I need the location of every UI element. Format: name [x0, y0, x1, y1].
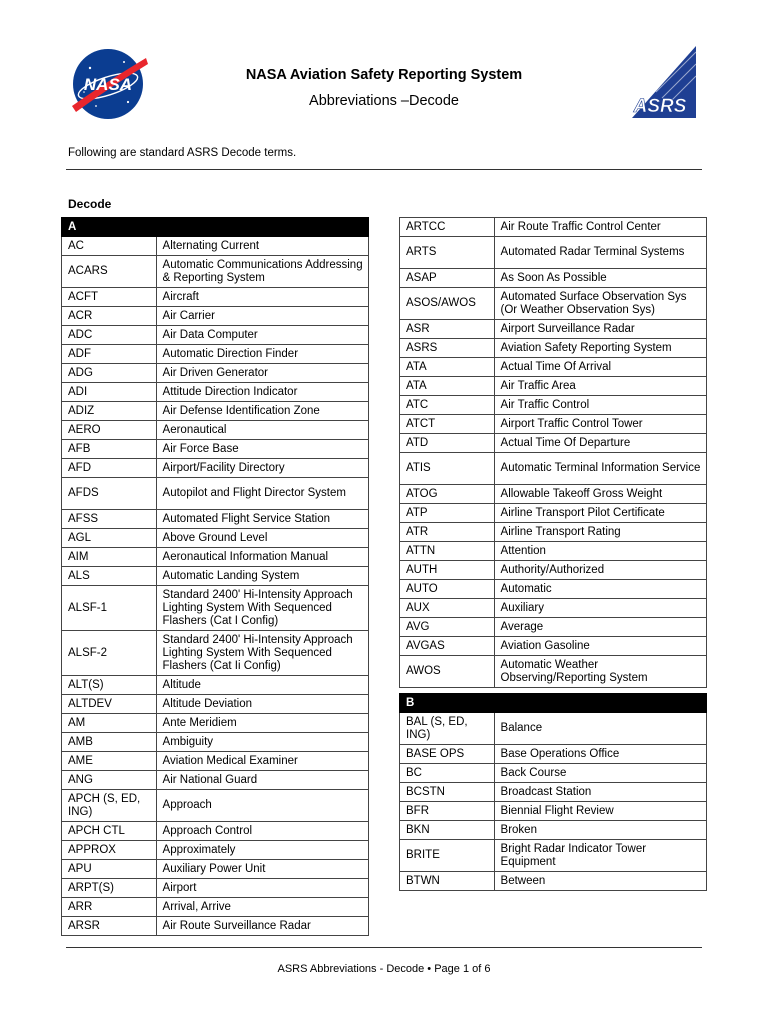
- table-row: [400, 802, 707, 821]
- abbreviation-code: AGL: [62, 529, 157, 548]
- abbreviation-code: BASE OPS: [400, 745, 495, 764]
- table-row: [400, 821, 707, 840]
- table-row: [400, 396, 707, 415]
- table-row: [400, 218, 707, 237]
- abbreviation-meaning: Ambiguity: [156, 733, 368, 752]
- abbreviation-code: ANG: [62, 771, 157, 790]
- table-row: [62, 567, 369, 586]
- abbreviation-code: ALSF-1: [62, 586, 157, 631]
- abbreviation-meaning: Automated Flight Service Station: [156, 510, 368, 529]
- table-row: [62, 714, 369, 733]
- abbreviation-meaning: Aeronautical: [156, 421, 368, 440]
- abbreviation-code: ACFT: [62, 288, 157, 307]
- table-row: [62, 402, 369, 421]
- abbreviation-meaning: Airport Surveillance Radar: [494, 320, 706, 339]
- table-row: [400, 618, 707, 637]
- abbreviation-code: ATIS: [400, 453, 495, 485]
- abbreviation-meaning: Air Traffic Control: [494, 396, 706, 415]
- table-row: [62, 879, 369, 898]
- table-row: [62, 695, 369, 714]
- abbreviation-code: ATA: [400, 358, 495, 377]
- section-heading: Decode: [68, 197, 112, 211]
- abbreviation-meaning: Altitude Deviation: [156, 695, 368, 714]
- abbreviation-meaning: Alternating Current: [156, 237, 368, 256]
- abbreviation-code: ATA: [400, 377, 495, 396]
- abbreviation-code: ARTS: [400, 237, 495, 269]
- table-row: [400, 745, 707, 764]
- table-row: [62, 676, 369, 695]
- abbreviation-meaning: Auxiliary: [494, 599, 706, 618]
- abbreviation-meaning: Air Defense Identification Zone: [156, 402, 368, 421]
- table-row: [62, 326, 369, 345]
- nasa-logo: [66, 46, 150, 122]
- abbreviation-code: AUTO: [400, 580, 495, 599]
- abbreviation-meaning: Automatic: [494, 580, 706, 599]
- abbreviation-code: ATTN: [400, 542, 495, 561]
- abbreviation-code: ATOG: [400, 485, 495, 504]
- abbreviation-meaning: Air Traffic Area: [494, 377, 706, 396]
- abbreviation-meaning: Average: [494, 618, 706, 637]
- abbreviation-meaning: Aircraft: [156, 288, 368, 307]
- abbreviation-table-a-continued: [399, 217, 707, 688]
- abbreviation-meaning: Automatic Terminal Information Service: [494, 453, 706, 485]
- abbreviation-code: AWOS: [400, 656, 495, 688]
- abbreviation-code: ASOS/AWOS: [400, 288, 495, 320]
- table-row: [400, 339, 707, 358]
- table-row: [62, 860, 369, 879]
- abbreviation-meaning: Standard 2400' Hi-Intensity Approach Lighting System With Sequenced Flashers (Cat Ii Config): [156, 631, 368, 676]
- abbreviation-meaning: Automated Surface Observation Sys (Or Weather Observation Sys): [494, 288, 706, 320]
- abbreviation-code: ADI: [62, 383, 157, 402]
- table-row: [400, 637, 707, 656]
- table-row: [400, 783, 707, 802]
- abbreviation-code: ADC: [62, 326, 157, 345]
- table-row: [400, 485, 707, 504]
- table-row: [400, 580, 707, 599]
- abbreviation-code: AFSS: [62, 510, 157, 529]
- abbreviation-meaning: Approach Control: [156, 822, 368, 841]
- abbreviation-meaning: Approximately: [156, 841, 368, 860]
- table-row: [62, 345, 369, 364]
- abbreviation-code: ARR: [62, 898, 157, 917]
- abbreviation-meaning: Air Driven Generator: [156, 364, 368, 383]
- table-row: [62, 822, 369, 841]
- abbreviation-table-a: [61, 217, 369, 936]
- abbreviation-meaning: Automated Radar Terminal Systems: [494, 237, 706, 269]
- abbreviation-meaning: Standard 2400' Hi-Intensity Approach Lighting System With Sequenced Flashers (Cat I Config): [156, 586, 368, 631]
- abbreviation-code: ATD: [400, 434, 495, 453]
- abbreviation-meaning: Automatic Direction Finder: [156, 345, 368, 364]
- table-row: [62, 733, 369, 752]
- abbreviation-meaning: As Soon As Possible: [494, 269, 706, 288]
- abbreviation-code: ADF: [62, 345, 157, 364]
- table-row: [400, 453, 707, 485]
- table-row: [62, 752, 369, 771]
- abbreviation-code: AM: [62, 714, 157, 733]
- abbreviation-meaning: Air Route Surveillance Radar: [156, 917, 368, 936]
- table-row: [62, 478, 369, 510]
- table-row: [400, 320, 707, 339]
- abbreviation-code: ALS: [62, 567, 157, 586]
- abbreviation-code: ALTDEV: [62, 695, 157, 714]
- abbreviation-meaning: Air National Guard: [156, 771, 368, 790]
- abbreviation-code: BTWN: [400, 872, 495, 891]
- page-title: NASA Aviation Safety Reporting System: [245, 67, 523, 83]
- abbreviation-code: ACR: [62, 307, 157, 326]
- abbreviation-meaning: Airport Traffic Control Tower: [494, 415, 706, 434]
- abbreviation-meaning: Airport/Facility Directory: [156, 459, 368, 478]
- table-row: [400, 599, 707, 618]
- table-row: [400, 237, 707, 269]
- abbreviation-meaning: Broken: [494, 821, 706, 840]
- svg-text:ASRS: ASRS: [633, 96, 687, 117]
- letter-header-row: [62, 218, 369, 237]
- abbreviation-code: ASAP: [400, 269, 495, 288]
- abbreviation-meaning: Altitude: [156, 676, 368, 695]
- abbreviation-code: BKN: [400, 821, 495, 840]
- table-row: [62, 421, 369, 440]
- top-divider: [66, 169, 702, 170]
- table-row: [62, 917, 369, 936]
- abbreviation-code: BFR: [400, 802, 495, 821]
- abbreviation-meaning: Allowable Takeoff Gross Weight: [494, 485, 706, 504]
- abbreviation-code: ALT(S): [62, 676, 157, 695]
- table-row: [62, 548, 369, 567]
- abbreviation-code: AERO: [62, 421, 157, 440]
- abbreviation-code: AFDS: [62, 478, 157, 510]
- table-row: [400, 656, 707, 688]
- abbreviation-meaning: Base Operations Office: [494, 745, 706, 764]
- abbreviation-meaning: Above Ground Level: [156, 529, 368, 548]
- letter-header-row: [400, 694, 707, 713]
- abbreviation-code: AUX: [400, 599, 495, 618]
- table-row: [62, 364, 369, 383]
- abbreviation-meaning: Back Course: [494, 764, 706, 783]
- abbreviation-code: AFB: [62, 440, 157, 459]
- table-row: [62, 288, 369, 307]
- abbreviation-meaning: Balance: [494, 713, 706, 745]
- table-row: [62, 841, 369, 860]
- abbreviation-meaning: Aviation Gasoline: [494, 637, 706, 656]
- table-row: [62, 529, 369, 548]
- abbreviation-meaning: Actual Time Of Arrival: [494, 358, 706, 377]
- table-row: [400, 377, 707, 396]
- bottom-divider: [66, 947, 702, 948]
- abbreviation-meaning: Attention: [494, 542, 706, 561]
- table-row: [400, 713, 707, 745]
- abbreviation-meaning: Arrival, Arrive: [156, 898, 368, 917]
- abbreviation-meaning: Aviation Safety Reporting System: [494, 339, 706, 358]
- table-row: [400, 523, 707, 542]
- abbreviation-meaning: Air Carrier: [156, 307, 368, 326]
- abbreviation-meaning: Biennial Flight Review: [494, 802, 706, 821]
- abbreviation-meaning: Air Force Base: [156, 440, 368, 459]
- abbreviation-code: ACARS: [62, 256, 157, 288]
- abbreviation-meaning: Broadcast Station: [494, 783, 706, 802]
- abbreviation-code: AVG: [400, 618, 495, 637]
- table-row: [62, 510, 369, 529]
- abbreviation-meaning: Autopilot and Flight Director System: [156, 478, 368, 510]
- abbreviation-code: ATC: [400, 396, 495, 415]
- abbreviation-code: APU: [62, 860, 157, 879]
- table-row: [62, 459, 369, 478]
- table-row: [400, 561, 707, 580]
- svg-text:NASA: NASA: [83, 75, 133, 94]
- abbreviation-code: APCH CTL: [62, 822, 157, 841]
- letter-header: B: [400, 694, 707, 713]
- abbreviation-code: ARTCC: [400, 218, 495, 237]
- abbreviation-meaning: Actual Time Of Departure: [494, 434, 706, 453]
- abbreviation-meaning: Aeronautical Information Manual: [156, 548, 368, 567]
- table-row: [62, 237, 369, 256]
- table-row: [400, 288, 707, 320]
- abbreviation-meaning: Approach: [156, 790, 368, 822]
- abbreviation-code: ATP: [400, 504, 495, 523]
- table-row: [62, 771, 369, 790]
- table-row: [400, 872, 707, 891]
- abbreviation-code: BCSTN: [400, 783, 495, 802]
- table-row: [400, 358, 707, 377]
- page-footer: ASRS Abbreviations - Decode • Page 1 of 6: [277, 963, 491, 975]
- table-row: [62, 307, 369, 326]
- abbreviation-code: ARPT(S): [62, 879, 157, 898]
- abbreviation-code: BAL (S, ED, ING): [400, 713, 495, 745]
- abbreviation-meaning: Airline Transport Rating: [494, 523, 706, 542]
- table-row: [400, 840, 707, 872]
- abbreviation-meaning: Between: [494, 872, 706, 891]
- abbreviation-code: APPROX: [62, 841, 157, 860]
- abbreviation-meaning: Automatic Weather Observing/Reporting System: [494, 656, 706, 688]
- table-row: [62, 256, 369, 288]
- abbreviation-code: BC: [400, 764, 495, 783]
- abbreviation-meaning: Airport: [156, 879, 368, 898]
- abbreviation-table-b: [399, 693, 707, 891]
- abbreviation-meaning: Air Route Traffic Control Center: [494, 218, 706, 237]
- abbreviation-code: BRITE: [400, 840, 495, 872]
- abbreviation-meaning: Automatic Communications Addressing & Reporting System: [156, 256, 368, 288]
- abbreviation-code: ARSR: [62, 917, 157, 936]
- table-row: [62, 383, 369, 402]
- abbreviation-code: ASRS: [400, 339, 495, 358]
- abbreviation-meaning: Attitude Direction Indicator: [156, 383, 368, 402]
- table-row: [400, 542, 707, 561]
- table-row: [62, 898, 369, 917]
- abbreviation-meaning: Aviation Medical Examiner: [156, 752, 368, 771]
- table-row: [400, 269, 707, 288]
- table-row: [400, 415, 707, 434]
- abbreviation-meaning: Auxiliary Power Unit: [156, 860, 368, 879]
- table-row: [400, 504, 707, 523]
- table-row: [62, 440, 369, 459]
- abbreviation-meaning: Ante Meridiem: [156, 714, 368, 733]
- abbreviation-code: ASR: [400, 320, 495, 339]
- abbreviation-meaning: Airline Transport Pilot Certificate: [494, 504, 706, 523]
- abbreviation-meaning: Automatic Landing System: [156, 567, 368, 586]
- table-row: [62, 790, 369, 822]
- table-row: [62, 586, 369, 631]
- abbreviation-code: AME: [62, 752, 157, 771]
- abbreviation-code: AFD: [62, 459, 157, 478]
- abbreviation-meaning: Air Data Computer: [156, 326, 368, 345]
- letter-header: A: [62, 218, 369, 237]
- page-subtitle: Abbreviations –Decode: [309, 93, 459, 109]
- abbreviation-code: ADIZ: [62, 402, 157, 421]
- abbreviation-code: ALSF-2: [62, 631, 157, 676]
- abbreviation-meaning: Bright Radar Indicator Tower Equipment: [494, 840, 706, 872]
- abbreviation-code: ATR: [400, 523, 495, 542]
- intro-text: Following are standard ASRS Decode terms.: [68, 147, 297, 159]
- table-row: [62, 631, 369, 676]
- abbreviation-code: ADG: [62, 364, 157, 383]
- table-row: [400, 764, 707, 783]
- table-row: [400, 434, 707, 453]
- abbreviation-meaning: Authority/Authorized: [494, 561, 706, 580]
- abbreviation-code: AIM: [62, 548, 157, 567]
- abbreviation-code: AUTH: [400, 561, 495, 580]
- abbreviation-code: AMB: [62, 733, 157, 752]
- abbreviation-code: AC: [62, 237, 157, 256]
- abbreviation-code: ATCT: [400, 415, 495, 434]
- abbreviation-code: APCH (S, ED, ING): [62, 790, 157, 822]
- abbreviation-code: AVGAS: [400, 637, 495, 656]
